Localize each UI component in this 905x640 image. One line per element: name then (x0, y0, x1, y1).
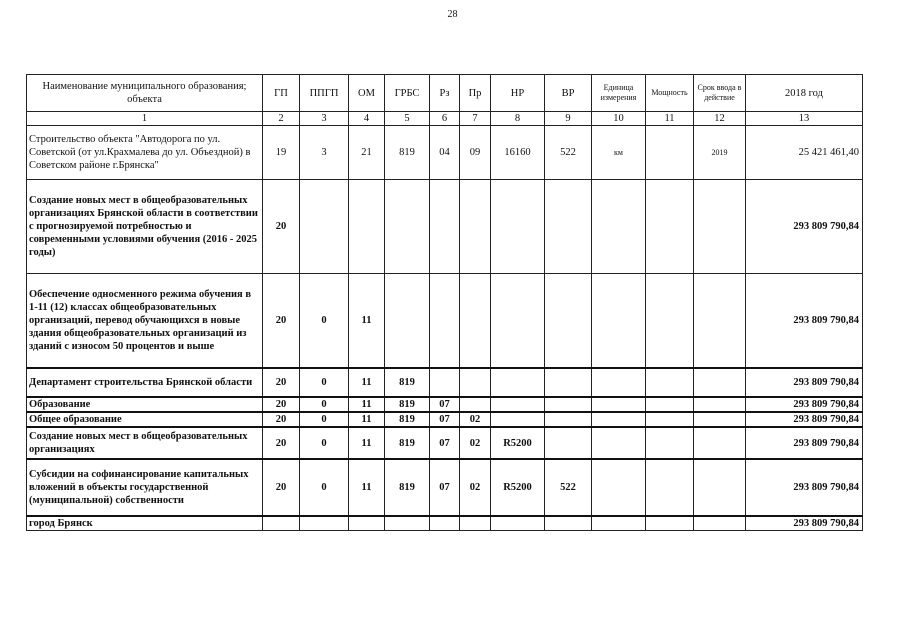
row-name: Строительство объекта "Автодорога по ул. Советской (от ул.Крахмалева до ул. Объездной) в Советском районе г.Брянска" (27, 126, 263, 180)
cell-nr (491, 368, 545, 397)
cell-pr (460, 516, 491, 531)
column-number: 12 (694, 112, 746, 126)
table-row (27, 412, 863, 427)
cell-om: 11 (349, 427, 385, 459)
cell-rz: 07 (430, 459, 460, 516)
page-number: 28 (447, 9, 458, 20)
cell-unit (592, 368, 646, 397)
cell-deadline: 2019 (694, 126, 746, 180)
cell-deadline (694, 427, 746, 459)
cell-nr: R5200 (491, 427, 545, 459)
budget-table (26, 74, 863, 531)
cell-amount: 293 809 790,84 (746, 368, 863, 397)
cell-ppgp: 0 (300, 459, 349, 516)
cell-grbs (385, 180, 430, 274)
cell-amount: 293 809 790,84 (746, 412, 863, 427)
cell-nr (491, 412, 545, 427)
cell-unit (592, 180, 646, 274)
header-pr: Пр (460, 75, 491, 112)
column-number: 1 (27, 112, 263, 126)
cell-unit (592, 274, 646, 369)
column-number: 2 (263, 112, 300, 126)
cell-vr (545, 368, 592, 397)
row-name: Создание новых мест в общеобразовательных организациях (27, 427, 263, 459)
column-number: 5 (385, 112, 430, 126)
column-number: 6 (430, 112, 460, 126)
cell-amount: 293 809 790,84 (746, 516, 863, 531)
header-deadline: Срок ввода в действие (694, 75, 746, 112)
header-rz: Рз (430, 75, 460, 112)
cell-deadline (694, 516, 746, 531)
cell-pr (460, 274, 491, 369)
header-name: Наименование муниципального образования; объекта (27, 75, 263, 112)
cell-grbs: 819 (385, 397, 430, 412)
cell-vr: 522 (545, 126, 592, 180)
cell-grbs: 819 (385, 368, 430, 397)
cell-gp: 20 (263, 180, 300, 274)
header-vr: ВР (545, 75, 592, 112)
cell-vr (545, 412, 592, 427)
cell-deadline (694, 274, 746, 369)
cell-unit (592, 459, 646, 516)
cell-gp: 20 (263, 274, 300, 369)
table-row (27, 180, 863, 274)
cell-gp: 19 (263, 126, 300, 180)
cell-om: 11 (349, 274, 385, 369)
header-ppgp: ППГП (300, 75, 349, 112)
cell-ppgp: 0 (300, 427, 349, 459)
cell-ppgp: 0 (300, 274, 349, 369)
cell-nr: 16160 (491, 126, 545, 180)
cell-gp: 20 (263, 427, 300, 459)
cell-vr (545, 274, 592, 369)
cell-amount: 293 809 790,84 (746, 180, 863, 274)
cell-grbs: 819 (385, 459, 430, 516)
cell-gp: 20 (263, 368, 300, 397)
cell-nr (491, 516, 545, 531)
table-row (27, 397, 863, 412)
cell-nr: R5200 (491, 459, 545, 516)
cell-gp: 20 (263, 397, 300, 412)
row-name: Обеспечение односменного режима обучения в 1-11 (12) классах общеобразовательных организаций, перевод обучающихся в новые здания общеобразовательных организаций из зданий с износом 50 процентов и выше (27, 274, 263, 369)
header-row (27, 75, 863, 112)
cell-ppgp: 0 (300, 397, 349, 412)
cell-grbs (385, 516, 430, 531)
cell-power (646, 274, 694, 369)
cell-power (646, 180, 694, 274)
cell-grbs (385, 274, 430, 369)
cell-om: 11 (349, 459, 385, 516)
cell-deadline (694, 397, 746, 412)
cell-nr (491, 397, 545, 412)
cell-ppgp: 0 (300, 412, 349, 427)
cell-amount: 293 809 790,84 (746, 427, 863, 459)
table-row (27, 126, 863, 180)
cell-grbs: 819 (385, 412, 430, 427)
cell-ppgp: 0 (300, 368, 349, 397)
cell-grbs: 819 (385, 126, 430, 180)
table-row (27, 427, 863, 459)
cell-deadline (694, 459, 746, 516)
column-number: 9 (545, 112, 592, 126)
column-number: 11 (646, 112, 694, 126)
cell-vr (545, 516, 592, 531)
row-name: город Брянск (27, 516, 263, 531)
table-row (27, 516, 863, 531)
cell-grbs: 819 (385, 427, 430, 459)
cell-amount: 25 421 461,40 (746, 126, 863, 180)
cell-power (646, 516, 694, 531)
row-name: Департамент строительства Брянской области (27, 368, 263, 397)
column-number: 7 (460, 112, 491, 126)
cell-power (646, 412, 694, 427)
row-name: Субсидии на софинансирование капитальных вложений в объекты государственной (муниципальной) собственности (27, 459, 263, 516)
cell-om: 11 (349, 412, 385, 427)
cell-pr: 09 (460, 126, 491, 180)
cell-amount: 293 809 790,84 (746, 274, 863, 369)
cell-pr: 02 (460, 427, 491, 459)
cell-amount: 293 809 790,84 (746, 459, 863, 516)
cell-unit: км (592, 126, 646, 180)
cell-pr (460, 180, 491, 274)
cell-pr (460, 368, 491, 397)
header-nr: НР (491, 75, 545, 112)
cell-ppgp (300, 180, 349, 274)
header-grbs: ГРБС (385, 75, 430, 112)
cell-pr: 02 (460, 412, 491, 427)
cell-deadline (694, 368, 746, 397)
cell-rz (430, 368, 460, 397)
cell-om: 21 (349, 126, 385, 180)
cell-rz: 04 (430, 126, 460, 180)
cell-vr (545, 180, 592, 274)
cell-amount: 293 809 790,84 (746, 397, 863, 412)
cell-unit (592, 516, 646, 531)
column-number: 3 (300, 112, 349, 126)
row-name: Создание новых мест в общеобразовательных организациях Брянской области в соответствии с прогнозируемой потребностью и современными условиями обучения (2016 - 2025 годы) (27, 180, 263, 274)
cell-deadline (694, 412, 746, 427)
cell-om: 11 (349, 368, 385, 397)
cell-vr (545, 427, 592, 459)
column-number-row (27, 112, 863, 126)
cell-rz: 07 (430, 397, 460, 412)
cell-unit (592, 412, 646, 427)
cell-unit (592, 427, 646, 459)
cell-pr: 02 (460, 459, 491, 516)
table-row (27, 459, 863, 516)
cell-nr (491, 180, 545, 274)
cell-vr: 522 (545, 459, 592, 516)
cell-om (349, 516, 385, 531)
cell-nr (491, 274, 545, 369)
cell-vr (545, 397, 592, 412)
cell-rz: 07 (430, 412, 460, 427)
row-name: Образование (27, 397, 263, 412)
table-row (27, 368, 863, 397)
column-number: 4 (349, 112, 385, 126)
cell-deadline (694, 180, 746, 274)
cell-rz (430, 274, 460, 369)
cell-pr (460, 397, 491, 412)
header-power: Мощность (646, 75, 694, 112)
cell-om: 11 (349, 397, 385, 412)
header-om: ОМ (349, 75, 385, 112)
cell-power (646, 368, 694, 397)
header-unit: Единица измерения (592, 75, 646, 112)
row-name: Общее образование (27, 412, 263, 427)
header-gp: ГП (263, 75, 300, 112)
cell-power (646, 427, 694, 459)
cell-unit (592, 397, 646, 412)
column-number: 8 (491, 112, 545, 126)
table-row (27, 274, 863, 369)
cell-om (349, 180, 385, 274)
cell-ppgp (300, 516, 349, 531)
cell-rz (430, 180, 460, 274)
cell-gp (263, 516, 300, 531)
cell-power (646, 459, 694, 516)
header-year: 2018 год (746, 75, 863, 112)
cell-power (646, 126, 694, 180)
column-number: 13 (746, 112, 863, 126)
cell-rz: 07 (430, 427, 460, 459)
cell-gp: 20 (263, 412, 300, 427)
cell-rz (430, 516, 460, 531)
column-number: 10 (592, 112, 646, 126)
cell-ppgp: 3 (300, 126, 349, 180)
cell-gp: 20 (263, 459, 300, 516)
cell-power (646, 397, 694, 412)
